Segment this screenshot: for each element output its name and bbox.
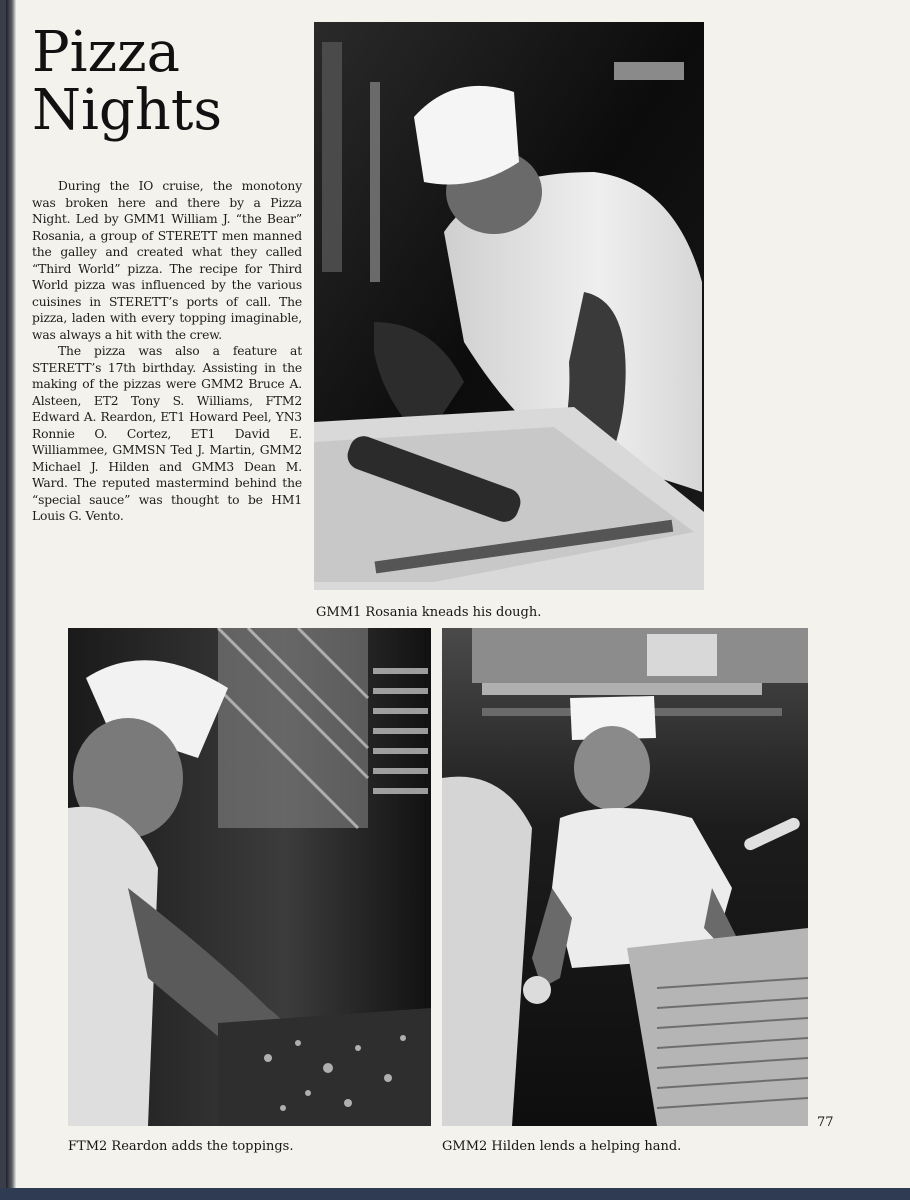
caption-adding-toppings: FTM2 Reardon adds the toppings. (68, 1139, 294, 1154)
page-title (32, 20, 223, 143)
photo-helping-hand-image (442, 628, 808, 1126)
page-number: 77 (817, 1115, 834, 1130)
caption-helping-hand: GMM2 Hilden lends a helping hand. (442, 1139, 682, 1154)
caption-kneading-dough: GMM1 Rosania kneads his dough. (316, 605, 542, 620)
photo-helping-hand (442, 628, 808, 1126)
article-paragraph-1: During the IO cruise, the monotony was broken here and there by a Pizza Night. Led by GMM1 William J. “the Bear” Rosania, a group of STERETT men manned the galley and created what they called “Third World” pizza. The recipe for Third World pizza was influenced by the various cuisines in STERETT’s ports of call. The pizza, laden with every topping imaginable, was always a hit with the crew. (32, 179, 302, 342)
photo-adding-toppings (68, 628, 431, 1126)
yearbook-page (6, 0, 910, 1188)
photo-kneading-dough (314, 22, 704, 590)
title-line-1: Pizza (32, 20, 180, 85)
article-paragraph-2: The pizza was also a feature at STERETT’s 17th birthday. Assisting in the making of the pizzas were GMM2 Bruce A. Alsteen, ET2 Tony S. Williams, FTM2 Edward A. Reardon, ET1 Howard Peel, YN3 Ronnie O. Cortez, ET1 David E. Williammee, GMMSN Ted J. Martin, GMM2 Michael J. Hilden and GMM3 Dean M. Ward. The reputed mastermind behind the “special sauce” was thought to be HM1 Louis G. Vento. (32, 344, 302, 523)
book-cover-edge (0, 1188, 910, 1200)
article-body (32, 178, 302, 525)
photo-adding-toppings-image (68, 628, 431, 1126)
title-line-2: Nights (32, 78, 223, 143)
photo-kneading-dough-image (314, 22, 704, 590)
page-binding-shadow (6, 0, 16, 1188)
